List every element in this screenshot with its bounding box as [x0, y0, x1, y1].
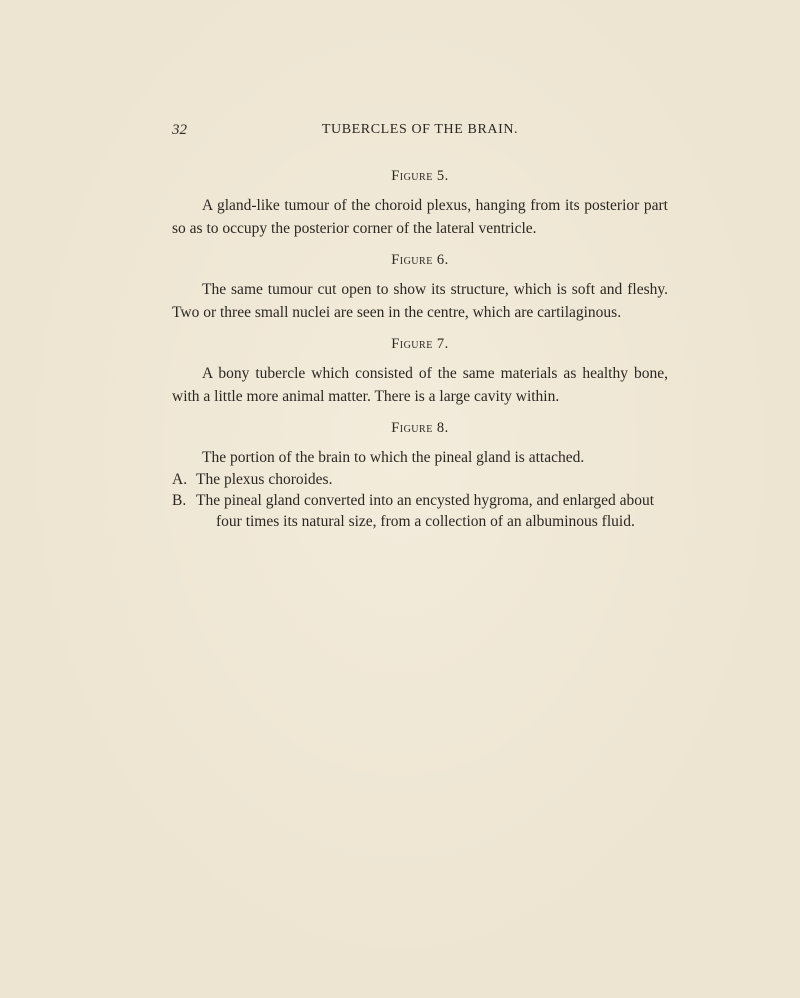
item-text: The plexus choroides.	[196, 471, 333, 488]
page-header	[172, 122, 668, 142]
figure-6-heading: Figure 6.	[391, 252, 449, 268]
figure-6-description: The same tumour cut open to show its structure, which is soft and fleshy. Two or three small nuclei are seen in the centre, which are cartilaginous.	[172, 281, 668, 321]
figure-5-heading: Figure 5.	[391, 168, 449, 184]
running-head: TUBERCLES OF THE BRAIN.	[321, 122, 519, 137]
figure-7-description: A bony tubercle which consisted of the same materials as healthy bone, with a little more animal matter. There is a large cavity within.	[172, 365, 668, 405]
figure-8-item-a	[172, 469, 668, 490]
figure-8-item-b	[172, 490, 668, 532]
page-number: 32	[172, 122, 187, 138]
item-letter: A.	[172, 471, 188, 488]
figure-8-heading: Figure 8.	[391, 420, 449, 436]
item-letter: B.	[172, 492, 187, 509]
item-text: The pineal gland converted into an encysted hygroma, and enlarged about four times its natural size, from a collection of an albuminous fluid.	[196, 492, 655, 530]
figure-7-heading: Figure 7.	[391, 336, 449, 352]
figure-8-description: The portion of the brain to which the pineal gland is attached.	[202, 449, 585, 466]
figure-5-description: A gland-like tumour of the choroid plexus, hanging from its posterior part so as to occupy the posterior corner of the lateral ventricle.	[172, 197, 668, 237]
